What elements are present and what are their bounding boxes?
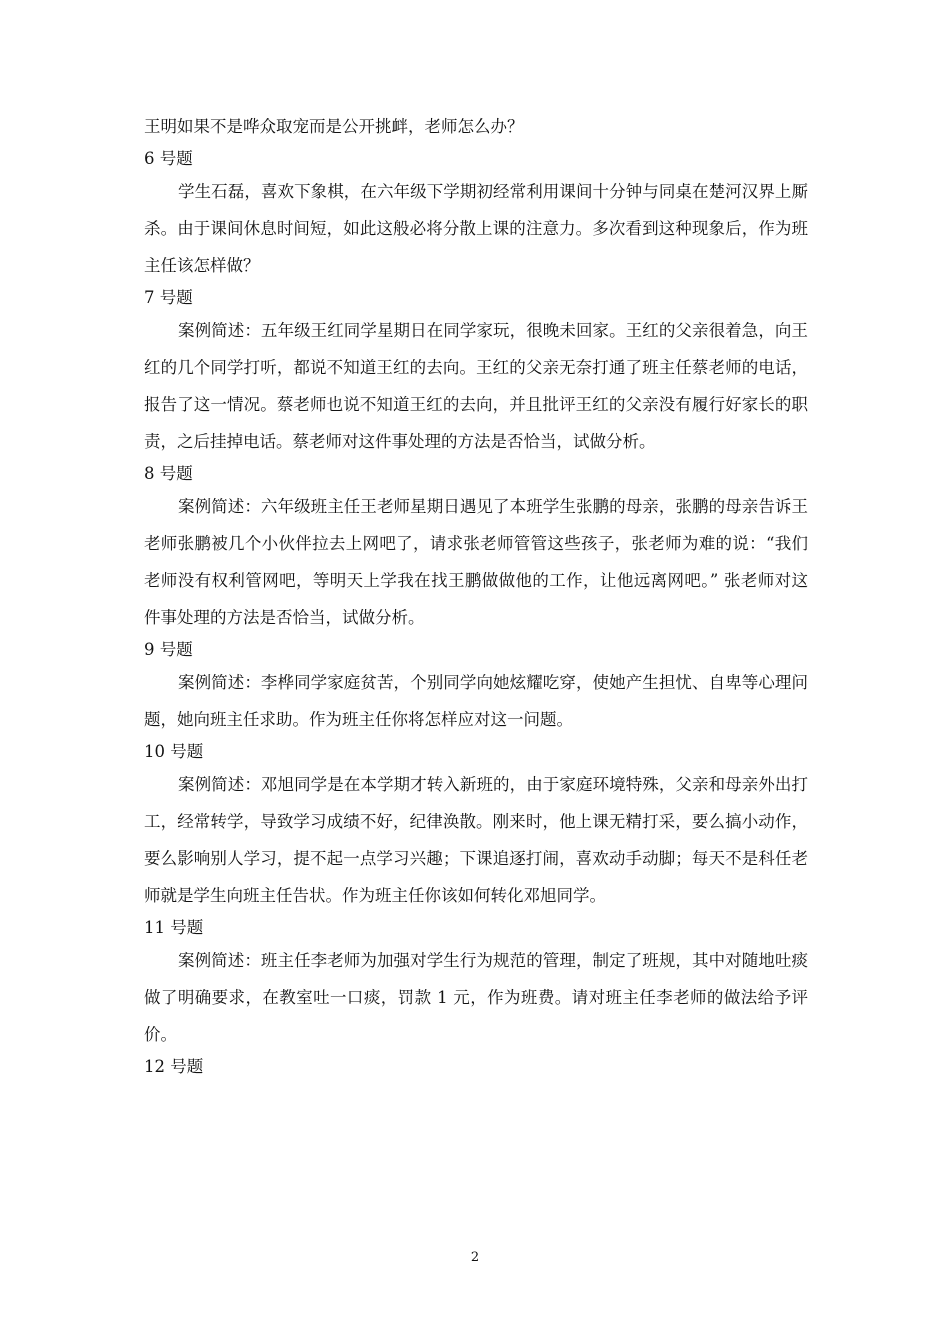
question-10-text: 案例简述：邓旭同学是在本学期才转入新班的，由于家庭环境特殊，父亲和母亲外出打工，经常转学，导致学习成绩不好，纪律涣散。刚来时，他上课无精打采，要么搞小动作，要么影响别人学习，提不起一点学习兴趣；下课追逐打闹，喜欢动手动脚；每天不是科任老师就是学生向班主任告状。作为班主任你该如何转化邓旭同学。 — [144, 775, 808, 905]
question-heading-12: 12 号题 — [144, 1057, 204, 1076]
paragraph-continuation: 王明如果不是哗众取宠而是公开挑衅，老师怎么办？ — [144, 117, 524, 136]
question-6-text: 学生石磊，喜欢下象棋，在六年级下学期初经常利用课间十分钟与同桌在楚河汉界上厮杀。由于课间休息时间短，如此这般必将分散上课的注意力。多次看到这种现象后，作为班主任该怎样做？ — [144, 182, 808, 275]
document-page — [144, 108, 808, 1081]
question-heading-8: 8 号题 — [144, 464, 193, 483]
question-9-text: 案例简述：李桦同学家庭贫苦，个别同学向她炫耀吃穿，使她产生担忧、自卑等心理问题，她向班主任求助。作为班主任你将怎样应对这一问题。 — [144, 673, 808, 729]
question-8-text: 案例简述：六年级班主任王老师星期日遇见了本班学生张鹏的母亲，张鹏的母亲告诉王老师张鹏被几个小伙伴拉去上网吧了，请求张老师管管这些孩子，张老师为难的说：“我们老师没有权利管网吧，等明天上学我在找王鹏做做他的工作，让他远离网吧。” 张老师对这件事处理的方法是否恰当，试做分析。 — [144, 497, 808, 627]
question-heading-11: 11 号题 — [144, 918, 204, 937]
question-7-text: 案例简述：五年级王红同学星期日在同学家玩，很晚未回家。王红的父亲很着急，向王红的几个同学打听，都说不知道王红的去向。王红的父亲无奈打通了班主任蔡老师的电话，报告了这一情况。蔡老师也说不知道王红的去向，并且批评王红的父亲没有履行好家长的职责，之后挂掉电话。蔡老师对这件事处理的方法是否恰当，试做分析。 — [144, 321, 808, 451]
question-heading-10: 10 号题 — [144, 742, 204, 761]
question-11-text: 案例简述：班主任李老师为加强对学生行为规范的管理，制定了班规，其中对随地吐痰做了明确要求，在教室吐一口痰，罚款 1 元，作为班费。请对班主任李老师的做法给予评价。 — [144, 951, 808, 1044]
question-heading-7: 7 号题 — [144, 288, 193, 307]
question-heading-9: 9 号题 — [144, 640, 193, 659]
question-heading-6: 6 号题 — [144, 149, 193, 168]
page-number: 2 — [470, 1250, 480, 1265]
